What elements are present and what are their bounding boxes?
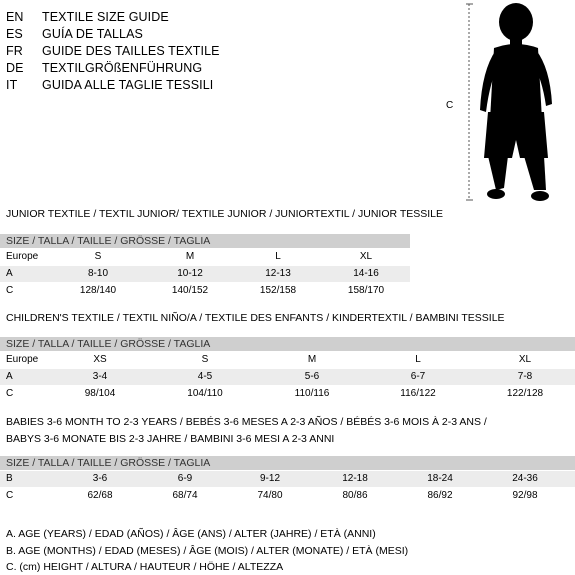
table-cell: 62/68 [87,490,113,501]
table-cell: S [94,251,102,262]
table-row [0,488,575,504]
table-cell: 24-36 [512,473,538,484]
table-row [0,352,575,368]
babies-size-header: SIZE / TALLA / TAILLE / GRÖSSE / TAGLIA [0,456,575,470]
table-cell: 8-10 [87,268,108,279]
lang-text: GUIDA ALLE TAGLIE TESSILI [42,78,214,92]
table-cell: XS [93,354,107,365]
table-cell: 152/158 [259,285,297,296]
table-cell: 116/122 [400,388,436,399]
row-label: A [6,371,13,382]
row-label: C [6,388,14,399]
table-cell: 80/86 [342,490,368,501]
table-cell: 12-13 [265,268,291,279]
table-row [0,266,410,282]
table-cell: 5-6 [304,371,320,382]
table-cell: L [275,251,281,262]
row-label: Europe [6,354,39,365]
table-cell: 104/110 [187,388,223,399]
table-cell: 12-18 [342,473,368,484]
lang-text: TEXTILE SIZE GUIDE [42,10,169,24]
table-row [0,369,575,385]
table-cell: L [415,354,421,365]
row-label: B [6,473,13,484]
junior-size-header: SIZE / TALLA / TAILLE / GRÖSSE / TAGLIA [0,234,410,248]
row-label: C [6,285,14,296]
babies-section-title-line1: BABIES 3-6 MONTH TO 2-3 YEARS / BEBÉS 3-6 MESES A 2-3 AÑOS / BÉBÉS 3-6 MOIS À 2-3 ANS / [6,416,487,428]
babies-section-title-line2: BABYS 3-6 MONATE BIS 2-3 JAHRE / BAMBINI 3-6 MESI A 2-3 ANNI [6,433,335,445]
children-section-title: CHILDREN'S TEXTILE / TEXTIL NIÑO/A / TEXTILE DES ENFANTS / KINDERTEXTIL / BAMBINI TESSILE [6,312,505,324]
table-cell: 86/92 [427,490,453,501]
table-cell: M [307,354,317,365]
table-cell: 3-6 [92,473,108,484]
table-cell: 140/152 [171,285,209,296]
height-marker-label: C [446,100,454,111]
lang-code: ES [6,27,23,41]
table-row [0,386,575,402]
table-cell: 9-12 [259,473,280,484]
table-cell: 3-4 [92,371,108,382]
row-label: A [6,268,13,279]
child-silhouette-icon [466,0,575,205]
row-label: C [6,490,14,501]
table-cell: 4-5 [197,371,213,382]
table-cell: 158/170 [347,285,385,296]
lang-code: DE [6,61,24,75]
table-cell: 68/74 [172,490,198,501]
table-cell: 6-7 [410,371,426,382]
table-cell: 122/128 [506,388,544,399]
table-cell: 10-12 [177,268,203,279]
table-row [0,471,575,487]
table-cell: 74/80 [257,490,283,501]
table-cell: 18-24 [427,473,453,484]
table-cell: XL [518,354,532,365]
table-cell: M [185,251,195,262]
table-cell: 128/140 [79,285,117,296]
table-cell: XL [359,251,373,262]
legend-height: C. (cm) HEIGHT / ALTURA / HAUTEUR / HÖHE / ALTEZZA [6,561,284,573]
table-cell: 98/104 [84,388,116,399]
legend-age-months: B. AGE (MONTHS) / EDAD (MESES) / ÂGE (MOIS) / ALTER (MONATE) / ETÀ (MESI) [6,545,409,557]
lang-text: GUÍA DE TALLAS [42,27,143,41]
lang-code: EN [6,10,24,24]
legend-age-years: A. AGE (YEARS) / EDAD (AÑOS) / ÂGE (ANS) / ALTER (JAHRE) / ETÀ (ANNI) [6,528,376,540]
table-cell: 14-16 [353,268,379,279]
table-row [0,283,410,299]
table-row [0,249,410,265]
junior-section-title: JUNIOR TEXTILE / TEXTIL JUNIOR/ TEXTILE JUNIOR / JUNIORTEXTIL / JUNIOR TESSILE [6,208,444,220]
table-cell: 6-9 [177,473,193,484]
lang-code: FR [6,44,23,58]
table-cell: 92/98 [512,490,538,501]
lang-text: TEXTILGRÖßENFÜHRUNG [42,61,203,75]
lang-text: GUIDE DES TAILLES TEXTILE [42,44,220,58]
row-label: Europe [6,251,39,262]
table-cell: S [201,354,209,365]
children-size-header: SIZE / TALLA / TAILLE / GRÖSSE / TAGLIA [0,337,575,351]
lang-code: IT [6,78,18,92]
table-cell: 110/116 [294,388,330,399]
table-cell: 7-8 [517,371,533,382]
